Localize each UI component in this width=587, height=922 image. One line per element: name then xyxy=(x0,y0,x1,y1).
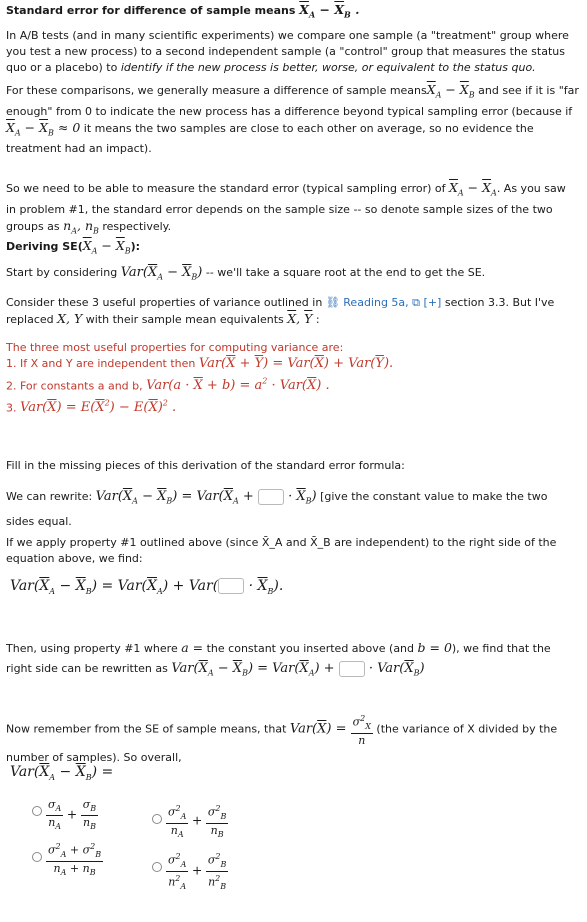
rewrite-b: [give the constant value to make the two sides equal. xyxy=(6,490,548,528)
consider-b: section 3.3. But I've replaced xyxy=(6,296,555,326)
p2-text: 2. For constants a and b, xyxy=(6,379,147,393)
comparison-paragraph xyxy=(6,82,579,157)
final-equation: $Var(\overline{X}_A - \overline{X}_B)$ = xyxy=(10,764,114,782)
properties-heading: The three most useful properties for computing variance are: xyxy=(6,341,344,354)
option-2-radio[interactable] xyxy=(152,814,162,824)
apply-paragraph: If we apply property #1 outlined above (since X̄_A and X̄_B are independent) to the right side of the equation above, we find: xyxy=(6,536,557,565)
sample-size-paragraph xyxy=(6,180,579,239)
p1-text: 1. If X and Y are independent then xyxy=(6,357,199,370)
deriving-heading xyxy=(6,238,579,260)
then-c: ), we find that the right side can be rewritten as xyxy=(6,642,551,675)
then-math-end: · $Var(\overline{X}_B)$ xyxy=(364,661,425,678)
remember-paragraph xyxy=(6,712,579,769)
option-4-math: $\frac{\sigma^2_A}{n^2_A}$ + $\frac{\sigma^2_B}{n^2_B}$ xyxy=(168,852,227,891)
property-3 xyxy=(6,396,579,416)
option-3-math: $\frac{\sigma^2_A + \sigma^2_B}{n_A + n_B}$ xyxy=(48,842,102,878)
xy-math: X, Y xyxy=(57,311,83,326)
reading-link[interactable]: Reading 5a, xyxy=(343,296,409,309)
b-eq-math: b = 0 xyxy=(417,640,452,655)
para3-a: So we need to be able to measure the standard error (typical sampling error) of xyxy=(6,182,450,195)
var-x-math: $Var(\overline{X})$ = xyxy=(289,721,351,737)
option-4-radio[interactable] xyxy=(152,862,162,872)
start-a: Start by considering xyxy=(6,266,121,279)
consider-paragraph: Consider these 3 useful properties of variance outlined in ⛓ Reading 5a, ⧉ [+] section 3.3. But I've replaced X, Y with their sample mean equivalents $\overline{X}$, $\overline{Y}$ : xyxy=(6,296,555,326)
rewrite-math-right: · $\overline{X}_B$) xyxy=(283,489,317,506)
fill-instruction: Fill in the missing pieces of this derivation of the standard error formula: xyxy=(6,459,405,472)
option-3-radio[interactable] xyxy=(32,852,42,862)
constant-input-1[interactable] xyxy=(258,489,284,505)
then-b: the constant you inserted above (and xyxy=(203,642,418,655)
para3-c: respectively. xyxy=(98,219,172,233)
para2-a: For these comparisons, we generally measure a difference of sample means xyxy=(6,84,427,97)
deriving-math: $\overline{X}_A - \overline{X}_B$ xyxy=(82,238,131,256)
a-eq-math: a = xyxy=(181,640,204,655)
start-b: -- we'll take a square root at the end to get the SE. xyxy=(202,266,486,279)
option-1-radio[interactable] xyxy=(32,806,42,816)
p3-math: $Var(\overline{X}) = E(\overline{X}^2) - E(\overline{X})^2$ . xyxy=(20,399,177,416)
chain-link-icon: ⛓ xyxy=(325,296,340,309)
deriving-end: ): xyxy=(130,240,141,253)
intro-paragraph xyxy=(6,28,579,76)
start-paragraph xyxy=(6,265,579,286)
consider-c: with their sample mean equivalents xyxy=(82,313,288,326)
property-1 xyxy=(6,356,579,372)
then-paragraph xyxy=(6,638,579,684)
constant-input-3[interactable] xyxy=(339,661,365,677)
intro-italic: identify if the new process is better, worse, or equivalent to the status quo. xyxy=(120,61,536,74)
property-2 xyxy=(6,374,579,394)
constant-input-2[interactable] xyxy=(218,578,244,594)
external-link-icon[interactable]: ⧉ xyxy=(412,296,421,309)
deriving-text: Deriving SE( xyxy=(6,240,83,253)
rewrite-a: We can rewrite: xyxy=(6,490,96,503)
page-title xyxy=(6,2,579,23)
rewrite-math-left: $Var(\overline{X}_A - \overline{X}_B) = Var(\overline{X}_A$ + xyxy=(95,489,258,506)
option-2-math: $\frac{\sigma^2_A}{n_A}$ + $\frac{\sigma^2_B}{n_B}$ xyxy=(168,804,227,840)
rewrite-paragraph xyxy=(6,487,579,532)
expand-link[interactable]: [+] xyxy=(423,296,442,309)
para2-c: it means the two samples are close to each other on average, so no evidence the treatment had an impact). xyxy=(6,121,534,155)
intro-text: In A/B tests (and in many scientific experiments) we compare one sample (a "treatment" group where you test a new process) to a second independent sample (a "control" group that measures the status quo or a placebo) to xyxy=(6,29,569,74)
diff-means-math: $\overline{X}_A - \overline{X}_B$ xyxy=(426,82,475,100)
para2-b: and see if it is "far enough" from 0 to indicate the new process has a difference beyond typical sampling error (because if xyxy=(6,84,579,118)
p1-math: $Var(\overline{X} + \overline{Y}) = Var(\overline{X}) + Var(\overline{Y})$. xyxy=(198,356,394,371)
apply-equation: $Var(\overline{X}_A - \overline{X}_B) = Var(\overline{X}_A) + Var( \cdot \overline{X}_B)$. xyxy=(10,578,284,596)
then-math: $Var(\overline{X}_A - \overline{X}_B) = Var(\overline{X}_A)$ + xyxy=(171,661,339,678)
consider-a: Consider these 3 useful properties of variance outlined in xyxy=(6,296,326,309)
title-math: $\overline{X}_A - \overline{X}_B$ . xyxy=(299,2,360,20)
diff-math: $\overline{X}_A - \overline{X}_A$ xyxy=(449,180,497,198)
title-text: Standard error for difference of sample means xyxy=(6,4,296,17)
remember-a: Now remember from the SE of sample means, that xyxy=(6,722,290,736)
approx-zero-math: $\overline{X}_A - \overline{X}_B \approx 0$ xyxy=(6,119,81,137)
option-1-math: $\frac{\sigma_A}{n_A}$ + $\frac{\sigma_B}{n_B}$ xyxy=(48,798,97,832)
para3-b: . As you saw in problem #1, the standard error depends on the sample size -- so denote sample sizes of the two groups as xyxy=(6,182,566,233)
n-sizes-math: $n_A$, $n_B$ xyxy=(63,217,99,235)
var-math: $Var(\overline{X}_A - \overline{X}_B)$ xyxy=(120,265,203,282)
p2-math: $Var(a \cdot \overline{X} + b) = a^2 \cdot Var(\overline{X})$ . xyxy=(146,377,330,394)
xybar-math: $\overline{X}$, $\overline{Y}$ xyxy=(287,311,313,326)
sigma-over-n-frac: $\frac{\sigma^2_X}{n}$ xyxy=(352,714,371,747)
p3-text: 3. xyxy=(6,401,20,415)
remember-b: (the variance of X divided by the number of samples). So overall, xyxy=(6,722,558,764)
then-a: Then, using property #1 where xyxy=(6,642,182,655)
